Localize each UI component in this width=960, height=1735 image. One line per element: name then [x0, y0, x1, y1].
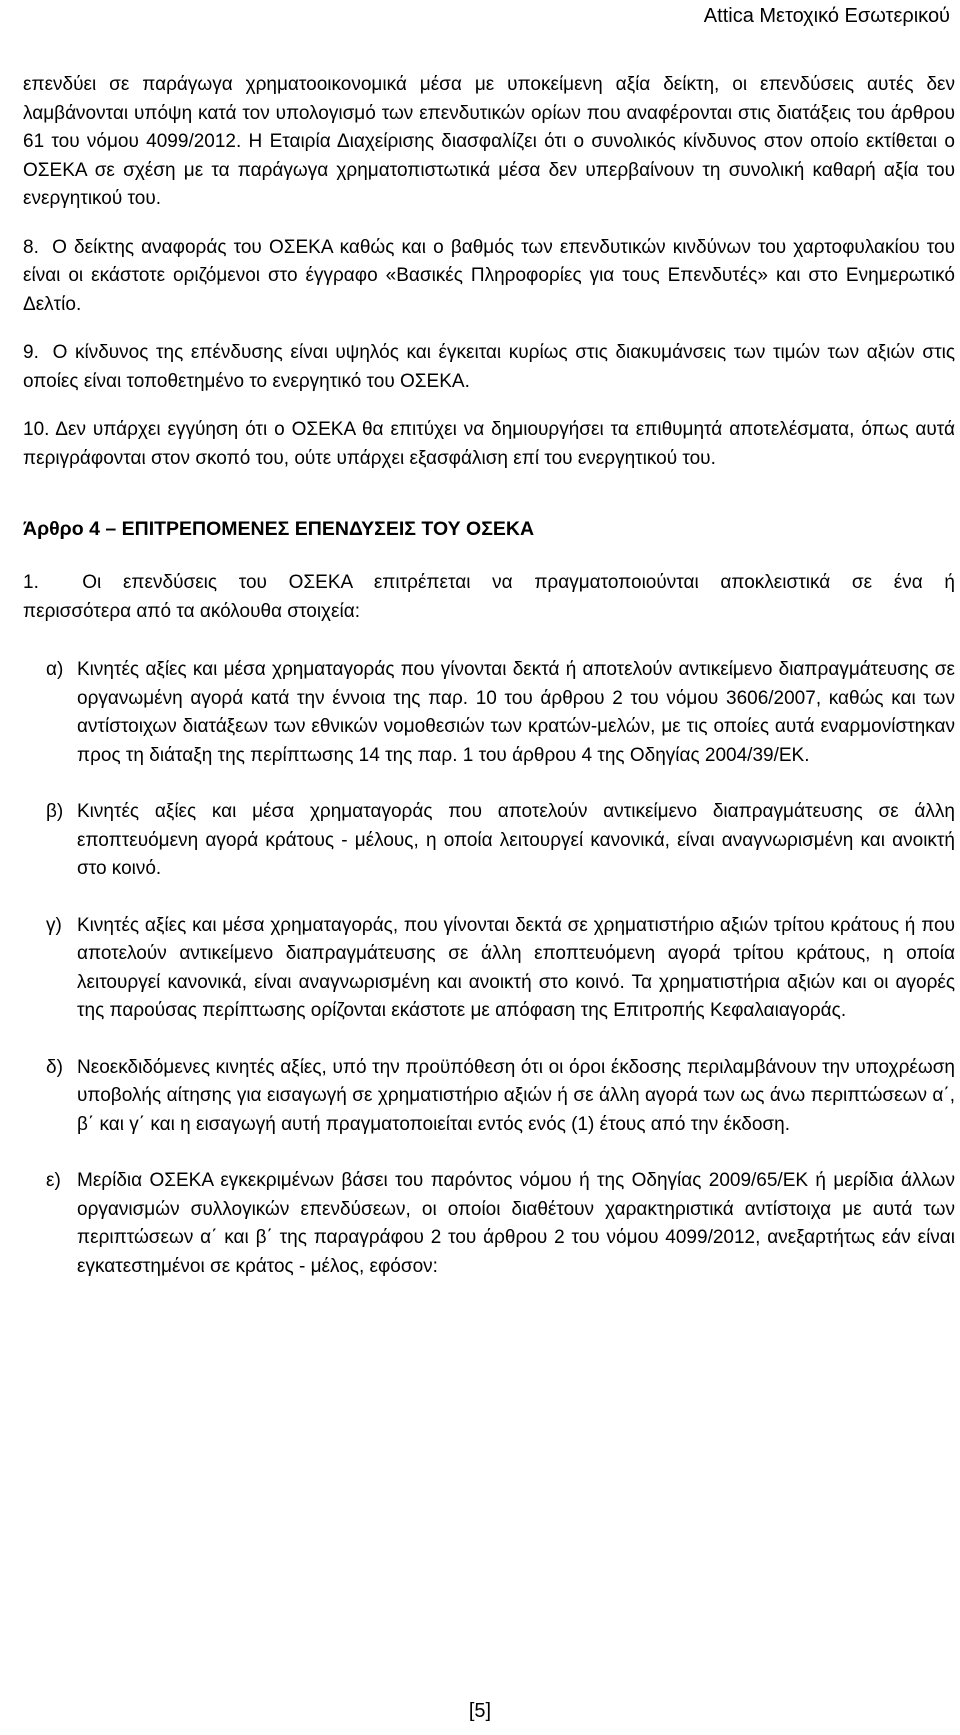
list-item-letter: γ) — [46, 914, 62, 936]
list-item-delta — [23, 1054, 955, 1140]
numbered-paragraph-8 — [23, 234, 955, 320]
list-item-text: Νεοεκδιδόμενες κινητές αξίες, υπό την προϋπόθεση ότι οι όροι έκδοσης περιλαμβάνουν την υποχρέωση υποβολής αίτησης για εισαγωγή σε χρηματιστήριο αξιών ή σε άλλη αγορά των ως άνω περιπτώσεων α΄, β΄ και γ΄ και η εισαγωγή αυτή πραγματοποιείται εντός ενός (1) έτους από την έκδοση. — [77, 1056, 955, 1135]
list-item-beta — [23, 798, 955, 884]
article-lead-first-text: Οι επενδύσεις του ΟΣΕΚΑ επιτρέπεται να πραγματοποιούνται αποκλειστικά σε ένα ή — [82, 572, 956, 593]
numbered-paragraph-10 — [23, 416, 955, 473]
paragraph-number: 8. — [23, 236, 39, 258]
paragraph-number: 9. — [23, 342, 39, 363]
paragraph-text: Δεν υπάρχει εγγύηση ότι ο ΟΣΕΚΑ θα επιτύχει να δημιουργήσει τα επιθυμητά αποτελέσματα, όπως αυτά περιγράφονται στον σκοπό του, ούτε υπάρχει εξασφάλιση επί του ενεργητικού του. — [23, 419, 955, 469]
list-item-epsilon — [23, 1167, 955, 1281]
list-item-letter: δ) — [46, 1056, 63, 1078]
list-item-gamma — [23, 912, 955, 1026]
running-header: Attica Μετοχικό Εσωτερικού — [703, 5, 950, 27]
article-lead-paragraph — [23, 569, 955, 626]
list-item-text: Κινητές αξίες και μέσα χρηματαγοράς που γίνονται δεκτά ή αποτελούν αντικείμενο διαπραγμάτευσης σε οργανωμένη αγορά κατά την έννοια της παρ. 10 του άρθρου 2 του νόμου 3606/2007, καθώς και των αντίστοιχων διατάξεων των εθνικών νομοθεσιών των κρατών-μελών, με τις οποίες αυτά εναρμονίστηκαν προς τη διάταξη της περίπτωσης 14 της παρ. 1 του άρθρου 4 της Οδηγίας 2004/39/ΕΚ. — [77, 659, 955, 766]
paragraph-text: Ο δείκτης αναφοράς του ΟΣΕΚΑ καθώς και ο βαθμός των επενδυτικών κινδύνων του χαρτοφυλακίου του είναι οι εκάστοτε οριζόμενοι στο έγγραφο «Βασικές Πληροφορίες για τους Επενδυτές» και στο Ενημερωτικό Δελτίο. — [23, 236, 955, 315]
continuation-paragraph: επενδύει σε παράγωγα χρηματοοικονομικά μέσα με υποκείμενη αξία δείκτη, οι επενδύσεις αυτές δεν λαμβάνονται υπόψη κατά τον υπολογισμό των επενδυτικών ορίων που αναφέρονται στις διατάξεις του άρθρου 61 του νόμου 4099/2012. Η Εταιρία Διαχείρισης διασφαλίζει ότι ο συνολικός κίνδυνος στον οποίο εκτίθεται ο ΟΣΕΚΑ σε σχέση με τα παράγωγα χρηματοπιστωτικά μέσα δεν υπερβαίνουν τη συνολική καθαρή αξία του ενεργητικού του. — [23, 74, 955, 209]
list-item-text: Κινητές αξίες και μέσα χρηματαγοράς, που γίνονται δεκτά σε χρηματιστήριο αξιών τρίτου κράτους ή που αποτελούν αντικείμενο διαπραγμάτευσης σε άλλη εποπτευόμενη αγορά τρίτου κράτους, η οποία λειτουργεί κανονικά, είναι αναγνωρισμένη και ανοικτή στο κοινό. Τα χρηματιστήρια αξιών και οι αγορές της παρούσας περίπτωσης ορίζονται εκάστοτε με απόφαση της Επιτροπής Κεφαλαιαγοράς. — [77, 914, 955, 1021]
paragraph-number: 1. — [23, 572, 39, 593]
article-lead-rest: περισσότερα από τα ακόλουθα στοιχεία: — [23, 600, 360, 622]
article-lead-first-line — [23, 569, 955, 598]
document-body — [23, 71, 955, 1309]
list-item-letter: ε) — [46, 1170, 61, 1191]
list-item-letter: α) — [46, 659, 64, 680]
article-heading: Άρθρο 4 – ΕΠΙΤΡΕΠΟΜΕΝΕΣ ΕΠΕΝΔΥΣΕΙΣ ΤΟΥ ΟΣΕΚΑ — [23, 518, 535, 540]
numbered-paragraph-9 — [23, 339, 955, 396]
list-item-text: Κινητές αξίες και μέσα χρηματαγοράς που αποτελούν αντικείμενο διαπραγμάτευσης σε άλλη εποπτευόμενη αγορά κράτους - μέλους, η οποία λειτουργεί κανονικά, είναι αναγνωρισμένη και ανοικτή στο κοινό. — [77, 801, 955, 879]
list-item-text: Μερίδια ΟΣΕΚΑ εγκεκριμένων βάσει του παρόντος νόμου ή της Οδηγίας 2009/65/ΕΚ ή μερίδια άλλων οργανισμών συλλογικών επενδύσεων, οι οποίοι διαθέτουν χαρακτηριστικά αντίστοιχα με αυτά των περιπτώσεων α΄ και β΄ της παραγράφου 2 του άρθρου 2 του νόμου 4099/2012, ανεξαρτήτως εάν είναι εγκατεστημένοι σε κράτος - μέλος, εφόσον: — [77, 1170, 955, 1277]
page-number: [5] — [468, 1700, 492, 1722]
paragraph-text: Ο κίνδυνος της επένδυσης είναι υψηλός και έγκειται κυρίως στις διακυμάνσεις των τιμών των αξιών στις οποίες είναι τοποθετημένο το ενεργητικό του ΟΣΕΚΑ. — [23, 342, 955, 392]
list-item-alpha — [23, 656, 955, 770]
list-item-letter: β) — [46, 801, 64, 822]
paragraph-number: 10. — [23, 419, 50, 440]
